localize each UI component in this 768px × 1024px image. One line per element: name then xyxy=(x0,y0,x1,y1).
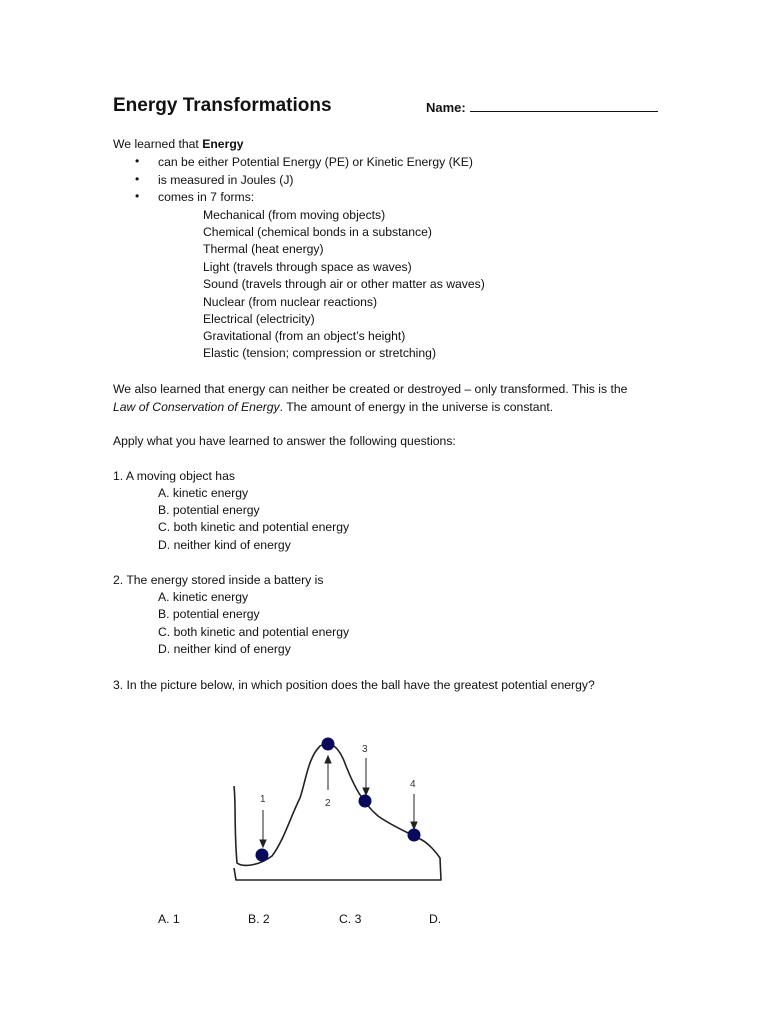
ball-position-2 xyxy=(322,738,335,751)
question-prompt: 2. The energy stored inside a battery is xyxy=(113,573,324,587)
position-label: 2 xyxy=(325,798,331,809)
bullet-icon: • xyxy=(135,189,140,203)
name-blank-line[interactable] xyxy=(470,100,658,112)
answer-choice[interactable]: B. 2 xyxy=(248,912,270,926)
question-prompt: 3. In the picture below, in which position does the ball have the greatest potential energy? xyxy=(113,678,595,692)
energy-form: Nuclear (from nuclear reactions) xyxy=(203,295,378,309)
arrow-icon xyxy=(411,794,417,829)
answer-choice[interactable]: C. 3 xyxy=(339,912,362,926)
answer-option[interactable]: C. both kinetic and potential energy xyxy=(158,625,350,639)
energy-form: Thermal (heat energy) xyxy=(203,242,324,256)
instructions: Apply what you have learned to answer the following questions: xyxy=(113,434,456,448)
energy-form: Light (travels through space as waves) xyxy=(203,260,412,274)
intro-lead xyxy=(113,137,244,152)
answer-option[interactable]: A. kinetic energy xyxy=(158,486,249,500)
answer-option[interactable]: A. kinetic energy xyxy=(158,590,249,604)
energy-form: Gravitational (from an object’s height) xyxy=(203,329,406,343)
arrow-icon xyxy=(325,756,331,790)
bullet-icon: • xyxy=(135,154,140,168)
answer-option[interactable]: B. potential energy xyxy=(158,607,260,621)
answer-choice[interactable]: A. 1 xyxy=(158,912,180,926)
intro-bullet: comes in 7 forms: xyxy=(158,190,255,204)
conservation-rest: . The amount of energy in the universe is constant. xyxy=(279,400,554,414)
answer-option[interactable]: C. both kinetic and potential energy xyxy=(158,520,350,534)
name-label: Name: xyxy=(426,100,466,115)
energy-form: Chemical (chemical bonds in a substance) xyxy=(203,225,432,239)
intro-bullet: is measured in Joules (J) xyxy=(158,173,294,187)
arrow-icon xyxy=(260,810,266,847)
hill-diagram xyxy=(222,728,452,888)
position-label: 4 xyxy=(410,779,416,790)
law-name: Law of Conservation of Energy xyxy=(113,400,280,414)
answer-choice[interactable]: D. xyxy=(429,912,442,926)
answer-option[interactable]: D. neither kind of energy xyxy=(158,538,291,552)
intro-lead-text: We learned that xyxy=(113,137,199,151)
intro-bullet: can be either Potential Energy (PE) or Kinetic Energy (KE) xyxy=(158,155,473,169)
name-field[interactable] xyxy=(426,100,658,115)
arrow-icon xyxy=(363,758,369,795)
position-label: 1 xyxy=(260,794,266,805)
energy-form: Mechanical (from moving objects) xyxy=(203,208,386,222)
question-prompt: 1. A moving object has xyxy=(113,469,235,483)
conservation-line-2 xyxy=(113,400,553,415)
page-title: Energy Transformations xyxy=(113,95,332,116)
ball-position-4 xyxy=(408,829,421,842)
energy-form: Sound (travels through air or other matter as waves) xyxy=(203,277,485,291)
conservation-line-1: We also learned that energy can neither be created or destroyed – only transformed. This is the xyxy=(113,382,628,396)
ball-position-1 xyxy=(256,849,269,862)
answer-option[interactable]: D. neither kind of energy xyxy=(158,642,291,656)
bullet-icon: • xyxy=(135,172,140,186)
energy-form: Electrical (electricity) xyxy=(203,312,315,326)
ball-position-3 xyxy=(359,795,372,808)
position-label: 3 xyxy=(362,744,368,755)
intro-lead-bold: Energy xyxy=(202,137,244,151)
energy-form: Elastic (tension; compression or stretching) xyxy=(203,346,437,360)
answer-option[interactable]: B. potential energy xyxy=(158,503,260,517)
